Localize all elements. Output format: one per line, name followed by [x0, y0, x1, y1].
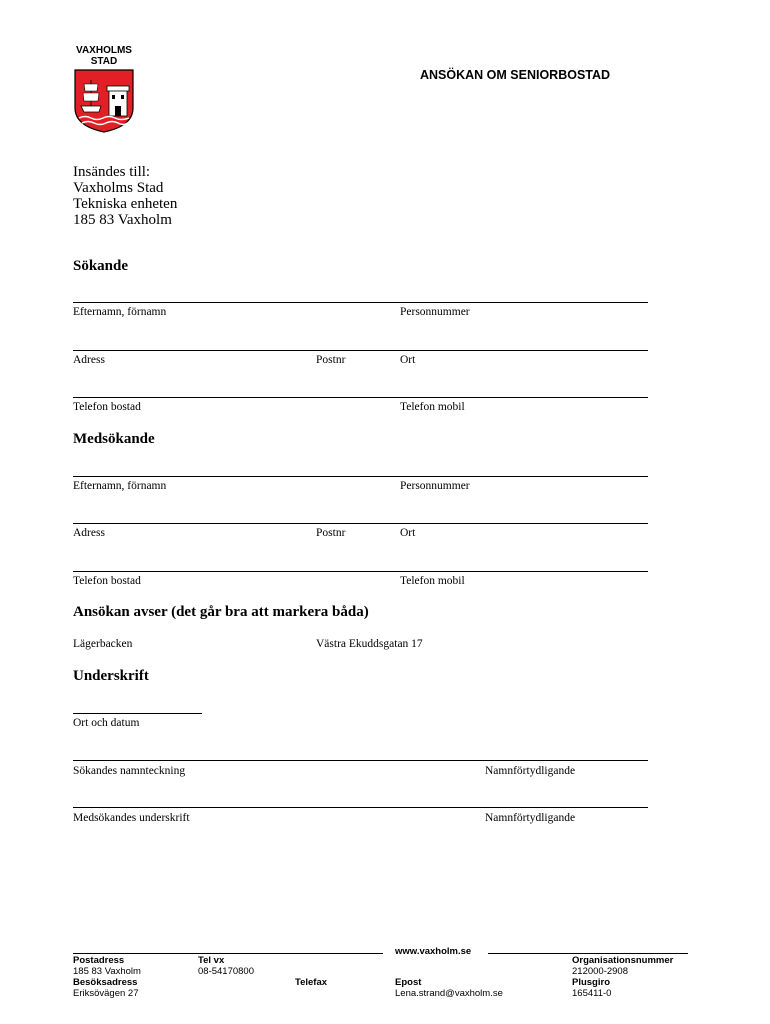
medsokande-name-field[interactable]: [73, 476, 648, 477]
ort-datum-field[interactable]: [73, 713, 202, 714]
recipient-address: [73, 164, 177, 228]
footer-website-link[interactable]: www.vaxholm.se: [395, 946, 472, 957]
medsokande-adress-label: Adress: [73, 527, 105, 539]
epost-value[interactable]: Lena.strand@vaxholm.se: [395, 988, 503, 999]
medsokande-postnr-label: Postnr: [316, 527, 346, 539]
besoksadress-label: Besöksadress: [73, 977, 138, 988]
footer-org: [572, 955, 673, 999]
plusgiro-label: Plusgiro: [572, 977, 611, 988]
option-lagerbacken[interactable]: Lägerbacken: [73, 638, 133, 650]
form-title: ANSÖKAN OM SENIORBOSTAD: [420, 68, 611, 82]
org-label: Organisationsnummer: [572, 955, 674, 966]
section-heading-avser: Ansökan avser (det går bra att markera båda): [73, 604, 369, 620]
sokande-name-label: Efternamn, förnamn: [73, 306, 167, 318]
telvx-label: Tel vx: [198, 955, 225, 966]
sokande-tel-mobil-label: Telefon mobil: [400, 401, 465, 413]
footer-epost: [395, 977, 503, 999]
footer-rule-right: [488, 953, 688, 954]
postadress-label: Postadress: [73, 955, 125, 966]
medsokande-name-label: Efternamn, förnamn: [73, 480, 167, 492]
epost-label: Epost: [395, 977, 422, 988]
option-vastra-ekuddsgatan[interactable]: Västra Ekuddsgatan 17: [316, 638, 423, 650]
footer-postadress: [73, 955, 141, 999]
coat-of-arms-logo: [73, 68, 135, 134]
medsokande-phone-field[interactable]: [73, 571, 648, 572]
section-heading-sokande: Sökande: [73, 258, 129, 274]
telvx-value: 08-54170800: [198, 966, 254, 977]
sokandes-namnteckning-label: Sökandes namnteckning: [73, 765, 186, 777]
municipality-name: [72, 45, 136, 67]
medsokande-ort-label: Ort: [400, 527, 416, 539]
address-line2: Tekniska enheten: [73, 196, 178, 212]
logo-line1: VAXHOLMS: [76, 45, 132, 56]
sokande-name-field[interactable]: [73, 302, 648, 303]
sokande-address-field[interactable]: [73, 350, 648, 351]
sokande-phone-field[interactable]: [73, 397, 648, 398]
medsokandes-underskrift-label: Medsökandes underskrift: [73, 812, 190, 824]
plusgiro-value: 165411-0: [572, 988, 612, 999]
sokande-postnr-label: Postnr: [316, 354, 346, 366]
medsokande-pnr-label: Personnummer: [400, 480, 470, 492]
address-line1: Vaxholms Stad: [73, 180, 164, 196]
medsokande-signature-field[interactable]: [73, 807, 648, 808]
sokande-signature-field[interactable]: [73, 760, 648, 761]
besoksadress-value: Eriksövägen 27: [73, 988, 139, 999]
logo-line2: STAD: [90, 56, 118, 67]
address-heading: Insändes till:: [73, 164, 151, 180]
telefax-label: Telefax: [295, 977, 328, 988]
sokande-ort-label: Ort: [400, 354, 416, 366]
section-heading-underskrift: Underskrift: [73, 668, 149, 684]
sokande-adress-label: Adress: [73, 354, 105, 366]
footer-rule-left: [73, 953, 383, 954]
sokande-tel-bostad-label: Telefon bostad: [73, 401, 141, 413]
namnfortydligande-label-2: Namnförtydligande: [485, 812, 576, 824]
medsokande-address-field[interactable]: [73, 523, 648, 524]
section-heading-medsokande: Medsökande: [73, 431, 155, 447]
org-value: 212000-2908: [572, 966, 628, 977]
postadress-value: 185 83 Vaxholm: [73, 966, 141, 977]
address-line3: 185 83 Vaxholm: [73, 212, 172, 228]
ort-datum-label: Ort och datum: [73, 717, 140, 729]
footer-telvx: [198, 955, 254, 977]
medsokande-tel-bostad-label: Telefon bostad: [73, 575, 141, 587]
namnfortydligande-label-1: Namnförtydligande: [485, 765, 576, 777]
sokande-pnr-label: Personnummer: [400, 306, 470, 318]
medsokande-tel-mobil-label: Telefon mobil: [400, 575, 465, 587]
